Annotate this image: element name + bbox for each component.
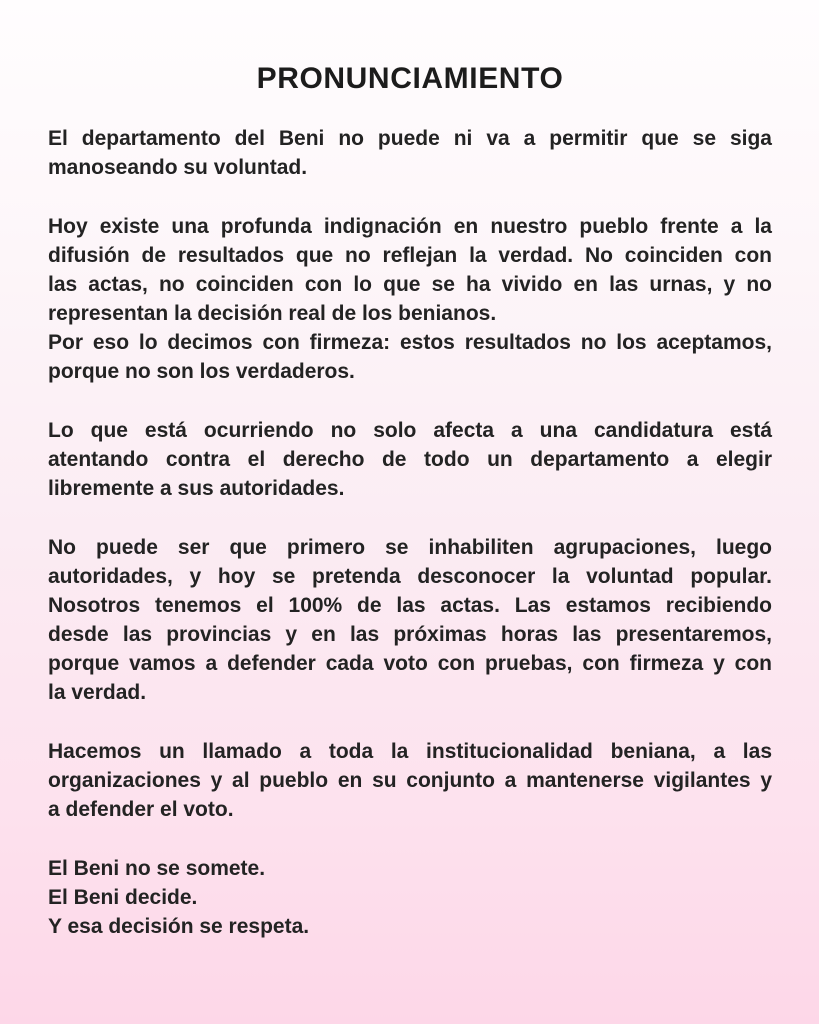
text-line: desde las provincias y en las próximas horas las presentaremos, bbox=[48, 622, 772, 646]
text-line: la verdad. bbox=[48, 680, 147, 704]
page-title: PRONUNCIAMIENTO bbox=[256, 62, 564, 95]
text-line: Nosotros tenemos el 100% de las actas. Las estamos recibiendo bbox=[48, 593, 772, 617]
document-body bbox=[48, 124, 772, 941]
text-line: libremente a sus autoridades. bbox=[48, 476, 345, 500]
text-line: El departamento del Beni no puede ni va a permitir que se siga bbox=[48, 126, 772, 150]
paragraph-intro bbox=[48, 124, 772, 182]
text-line: Y esa decisión se respeta. bbox=[48, 914, 310, 938]
paragraph-actas bbox=[48, 533, 772, 707]
text-line: las actas, no coinciden con lo que se ha vivido en las urnas, y no bbox=[48, 272, 772, 296]
text-line: Hacemos un llamado a toda la institucionalidad beniana, a las bbox=[48, 739, 772, 763]
text-line: a defender el voto. bbox=[48, 797, 234, 821]
text-line: porque vamos a defender cada voto con pruebas, con firmeza y con bbox=[48, 651, 772, 675]
paragraph-llamado bbox=[48, 737, 772, 824]
text-line: Lo que está ocurriendo no solo afecta a una candidatura está bbox=[48, 418, 772, 442]
text-line: representan la decisión real de los benianos. bbox=[48, 301, 497, 325]
text-line: difusión de resultados que no reflejan la verdad. No coinciden con bbox=[48, 243, 772, 267]
text-line: organizaciones y al pueblo en su conjunto a mantenerse vigilantes y bbox=[48, 768, 772, 792]
paragraph-indignacion bbox=[48, 212, 772, 328]
text-line: El Beni no se somete. bbox=[48, 856, 266, 880]
text-line: atentando contra el derecho de todo un departamento a elegir bbox=[48, 447, 772, 471]
text-line: Por eso lo decimos con firmeza: estos resultados no los aceptamos, bbox=[48, 330, 772, 354]
paragraph-cierre bbox=[48, 854, 772, 941]
text-line: El Beni decide. bbox=[48, 885, 198, 909]
text-line: porque no son los verdaderos. bbox=[48, 359, 355, 383]
text-line: manoseando su voluntad. bbox=[48, 155, 308, 179]
text-line: autoridades, y hoy se pretenda desconocer la voluntad popular. bbox=[48, 564, 772, 588]
text-line: Hoy existe una profunda indignación en nuestro pueblo frente a la bbox=[48, 214, 772, 238]
text-line: No puede ser que primero se inhabiliten agrupaciones, luego bbox=[48, 535, 772, 559]
paragraph-firmeza bbox=[48, 328, 772, 386]
paragraph-derecho bbox=[48, 416, 772, 503]
